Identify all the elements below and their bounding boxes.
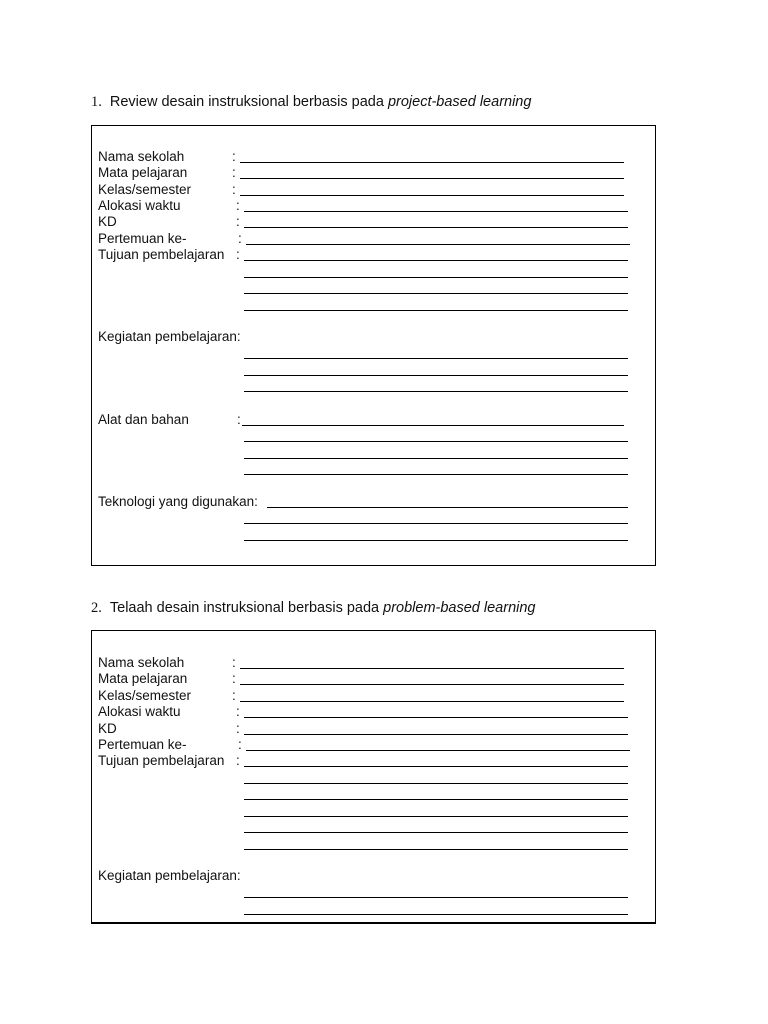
label-kd: KD <box>98 214 117 229</box>
label-kegiatan-pembelajaran: Kegiatan pembelajaran: <box>98 329 241 344</box>
colon: : <box>236 704 240 719</box>
label-pertemuan-ke: Pertemuan ke- <box>98 231 187 246</box>
colon: : <box>238 737 242 752</box>
field-pertemuan-ke[interactable] <box>246 750 630 751</box>
field-teknologi[interactable] <box>267 507 628 508</box>
field-tujuan-pembelajaran-line[interactable] <box>244 293 628 294</box>
colon: : <box>232 165 236 180</box>
section-2-number: 2. <box>91 600 102 616</box>
label-tujuan-pembelajaran: Tujuan pembelajaran <box>98 753 225 768</box>
field-nama-sekolah[interactable] <box>240 668 624 669</box>
section-2-title-emphasis: problem-based learning <box>383 600 536 616</box>
section-2-title: Telaah desain instruksional berbasis pada <box>109 600 384 616</box>
field-tujuan-pembelajaran-line[interactable] <box>244 783 628 784</box>
section-1-heading <box>91 94 531 111</box>
field-mata-pelajaran[interactable] <box>240 684 624 685</box>
field-tujuan-pembelajaran[interactable] <box>244 260 628 261</box>
field-tujuan-pembelajaran-line[interactable] <box>244 849 628 850</box>
field-alokasi-waktu[interactable] <box>244 211 628 212</box>
field-tujuan-pembelajaran[interactable] <box>244 766 628 767</box>
field-teknologi-line[interactable] <box>244 523 628 524</box>
field-kegiatan-pembelajaran-line[interactable] <box>244 391 628 392</box>
colon: : <box>232 671 236 686</box>
field-kd[interactable] <box>244 734 628 735</box>
colon: : <box>237 412 241 427</box>
field-kd[interactable] <box>244 227 628 228</box>
label-nama-sekolah: Nama sekolah <box>98 149 185 164</box>
field-nama-sekolah[interactable] <box>240 162 624 163</box>
label-alat-dan-bahan: Alat dan bahan <box>98 412 189 427</box>
label-alokasi-waktu: Alokasi waktu <box>98 704 181 719</box>
label-tujuan-pembelajaran: Tujuan pembelajaran <box>98 247 225 262</box>
field-alat-dan-bahan-line[interactable] <box>244 474 628 475</box>
field-tujuan-pembelajaran-line[interactable] <box>244 310 628 311</box>
colon: : <box>232 688 236 703</box>
field-kelas-semester[interactable] <box>240 701 624 702</box>
label-kelas-semester: Kelas/semester <box>98 688 192 703</box>
label-pertemuan-ke: Pertemuan ke- <box>98 737 187 752</box>
field-kegiatan-pembelajaran-line[interactable] <box>244 914 628 915</box>
field-alat-dan-bahan-line[interactable] <box>244 458 628 459</box>
field-alat-dan-bahan-line[interactable] <box>244 441 628 442</box>
section-1-number: 1. <box>91 94 102 110</box>
section-1-title-emphasis: project-based learning <box>387 94 532 110</box>
field-tujuan-pembelajaran-line[interactable] <box>244 277 628 278</box>
field-kelas-semester[interactable] <box>240 195 624 196</box>
colon: : <box>232 182 236 197</box>
colon: : <box>236 198 240 213</box>
section-1-title: Review desain instruksional berbasis pada <box>109 94 388 110</box>
section-2-heading <box>91 600 535 617</box>
field-kegiatan-pembelajaran-line[interactable] <box>244 897 628 898</box>
label-nama-sekolah: Nama sekolah <box>98 655 185 670</box>
field-tujuan-pembelajaran-line[interactable] <box>244 832 628 833</box>
form-box-1 <box>91 125 656 566</box>
label-kelas-semester: Kelas/semester <box>98 182 192 197</box>
field-mata-pelajaran[interactable] <box>240 178 624 179</box>
field-alat-dan-bahan[interactable] <box>242 425 624 426</box>
colon: : <box>236 753 240 768</box>
colon: : <box>232 149 236 164</box>
field-kegiatan-pembelajaran-line[interactable] <box>244 375 628 376</box>
label-alokasi-waktu: Alokasi waktu <box>98 198 181 213</box>
field-tujuan-pembelajaran-line[interactable] <box>244 799 628 800</box>
label-kegiatan-pembelajaran: Kegiatan pembelajaran: <box>98 868 241 883</box>
field-teknologi-line[interactable] <box>244 540 628 541</box>
colon: : <box>238 231 242 246</box>
field-pertemuan-ke[interactable] <box>246 244 630 245</box>
label-teknologi: Teknologi yang digunakan: <box>98 494 258 509</box>
colon: : <box>236 721 240 736</box>
field-tujuan-pembelajaran-line[interactable] <box>244 816 628 817</box>
label-mata-pelajaran: Mata pelajaran <box>98 671 188 686</box>
field-alokasi-waktu[interactable] <box>244 717 628 718</box>
label-mata-pelajaran: Mata pelajaran <box>98 165 188 180</box>
field-kegiatan-pembelajaran-line[interactable] <box>244 358 628 359</box>
label-kd: KD <box>98 721 117 736</box>
colon: : <box>236 247 240 262</box>
colon: : <box>236 214 240 229</box>
colon: : <box>232 655 236 670</box>
form-box-2 <box>91 630 656 924</box>
